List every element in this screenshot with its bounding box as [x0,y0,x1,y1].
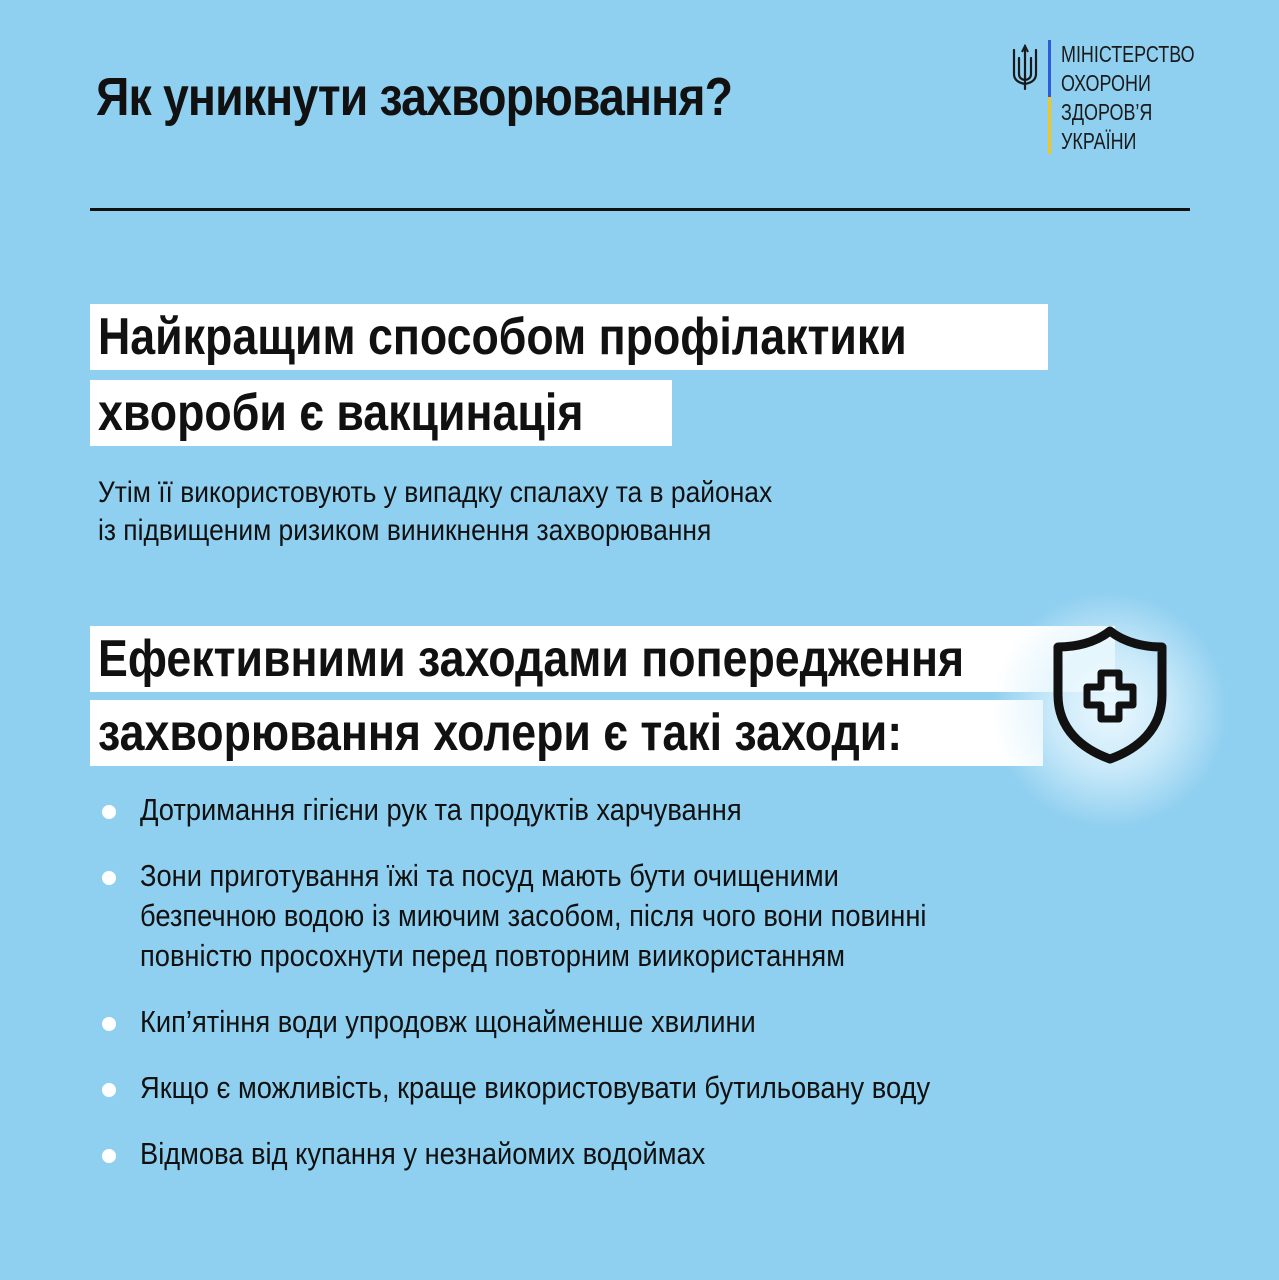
section2-heading-line2 [90,700,1043,766]
section1-subtext [98,474,772,550]
list-item [96,790,1038,830]
section1-heading-text: Найкращим способом профілактики [98,308,907,366]
bullet-dot [102,1083,116,1097]
ministry-logo [1010,40,1232,156]
logo-text [1061,40,1195,156]
list-item-text: Зони приготування їжі та посуд мають бути очищеними [140,858,839,893]
list-item-text: Відмова від купання у незнайомих водоймах [140,1136,706,1171]
section1-heading-line1 [90,304,1048,370]
trident-icon [1010,44,1040,90]
logo-line: ОХОРОНИ [1061,70,1151,96]
logo-line: УКРАЇНИ [1061,128,1137,154]
section1-heading-line2 [90,380,672,446]
logo-line: ЗДОРОВ’Я [1061,99,1153,125]
page-title: Як уникнути захворювання? [96,67,733,127]
list-item [96,856,1038,976]
list-item-text: безпечною водою із миючим засобом, після чого вони повинні [140,898,927,933]
section2-heading-text: захворювання холери є такі заходи: [98,704,903,762]
logo-line: МІНІСТЕРСТВО [1061,41,1195,67]
list-item [96,1068,1038,1108]
list-item-text: повністю просохнути перед повторним виикористанням [140,938,845,973]
header-divider [90,208,1190,211]
shield-plus-icon [1050,625,1170,765]
list-item-text: Кип’ятіння води упродовж щонайменше хвилини [140,1004,756,1039]
subtext-line: Утім її використовують у випадку спалаху та в районах [98,476,773,509]
subtext-line: із підвищеним ризиком виникнення захворювання [98,514,712,547]
list-item [96,1134,1038,1174]
section2-heading-text: Ефективними заходами попередження [98,630,965,688]
section2-heading-line1 [90,626,1115,692]
logo-color-bar [1048,40,1051,154]
list-item-text: Якщо є можливість, краще використовувати бутильовану воду [140,1070,931,1105]
bullet-dot [102,1149,116,1163]
list-item [96,1002,1038,1042]
section1-heading-text: хвороби є вакцинація [98,384,584,442]
bullet-dot [102,1017,116,1031]
prevention-list [96,790,1038,1174]
bullet-dot [102,871,116,885]
bullet-dot [102,805,116,819]
list-item-text: Дотримання гігієни рук та продуктів харчування [140,792,742,827]
